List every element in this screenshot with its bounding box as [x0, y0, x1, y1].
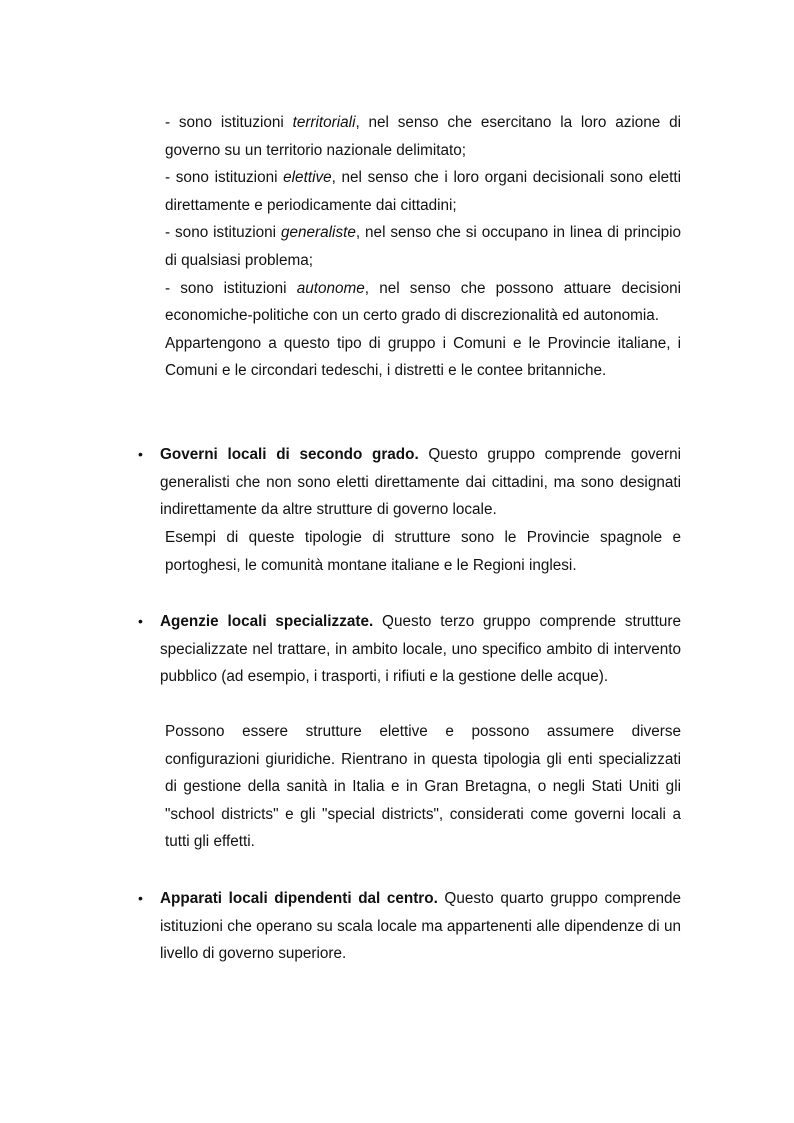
bullet-item-governi-locali	[138, 441, 681, 524]
bullet-text: Questo terzo gruppo comprende strutture specializzate nel trattare, in ambito locale, uno specifico ambito di intervento pubblico (ad esempio, i trasporti, i rifiuti e la gestione delle acque).	[160, 613, 681, 686]
term-autonome: autonome	[296, 279, 365, 297]
bullet-extra-governi-locali	[165, 524, 681, 579]
bullet-text: Questo gruppo comprende governi generalisti che non sono eletti direttamente dai cittadini, ma sono designati indirettamente da altre strutture di governo locale.	[160, 446, 681, 519]
dash-list	[165, 109, 681, 385]
dash-item-autonome: - sono istituzioni autonome, nel senso che possono attuare decisioni economiche-politiche con un certo grado di discrezionalità ed autonomia.	[165, 279, 681, 325]
bullet-text: Questo quarto gruppo comprende istituzioni che operano su scala locale ma appartenenti alle dipendenze di un livello di governo superiore.	[160, 890, 681, 963]
dash-item-generaliste: - sono istituzioni generaliste, nel senso che si occupano in linea di principio di qualsiasi problema;	[165, 224, 681, 269]
bullet-item-apparati-locali	[138, 885, 681, 968]
term-territoriali: territoriali	[292, 114, 356, 131]
bullet-extra-text: Esempi di queste tipologie di strutture sono le Provincie spagnole e portoghesi, le comunità montane italiane e le Regioni inglesi.	[165, 529, 681, 574]
bullet-icon: •	[138, 613, 143, 629]
dash-item-elettive: - sono istituzioni elettive, nel senso che i loro organi decisionali sono eletti direttamente e periodicamente dai cittadini;	[165, 169, 682, 214]
dash-item-territoriali: - sono istituzioni territoriali, nel senso che esercitano la loro azione di governo su un territorio nazionale delimitato;	[165, 114, 681, 159]
term-elettive: elettive	[283, 169, 332, 187]
bullet-title: Apparati locali dipendenti dal centro.	[160, 890, 438, 907]
bullet-extra-text: Possono essere strutture elettive e possono assumere diverse configurazioni giuridiche. Rientrano in questa tipologia gli enti specializzati di gestione della sanità in Italia e in Gran Bretagna, o negli Stati Uniti gli "school districts" e gli "special districts", considerati come governi locali a tutti gli effetti.	[165, 723, 681, 851]
bullet-title: Agenzie locali specializzate.	[160, 613, 374, 630]
bullet-extra-agenzie-locali	[165, 718, 681, 856]
bullet-item-agenzie-locali	[138, 608, 681, 691]
bullet-icon: •	[138, 446, 143, 462]
bullet-title: Governi locali di secondo grado.	[160, 446, 419, 463]
bullet-icon: •	[138, 890, 143, 906]
term-generaliste: generaliste	[281, 224, 356, 242]
first-group-note: Appartengono a questo tipo di gruppo i Comuni e le Provincie italiane, i Comuni e le circondari tedeschi, i distretti e le contee britanniche.	[165, 334, 681, 380]
